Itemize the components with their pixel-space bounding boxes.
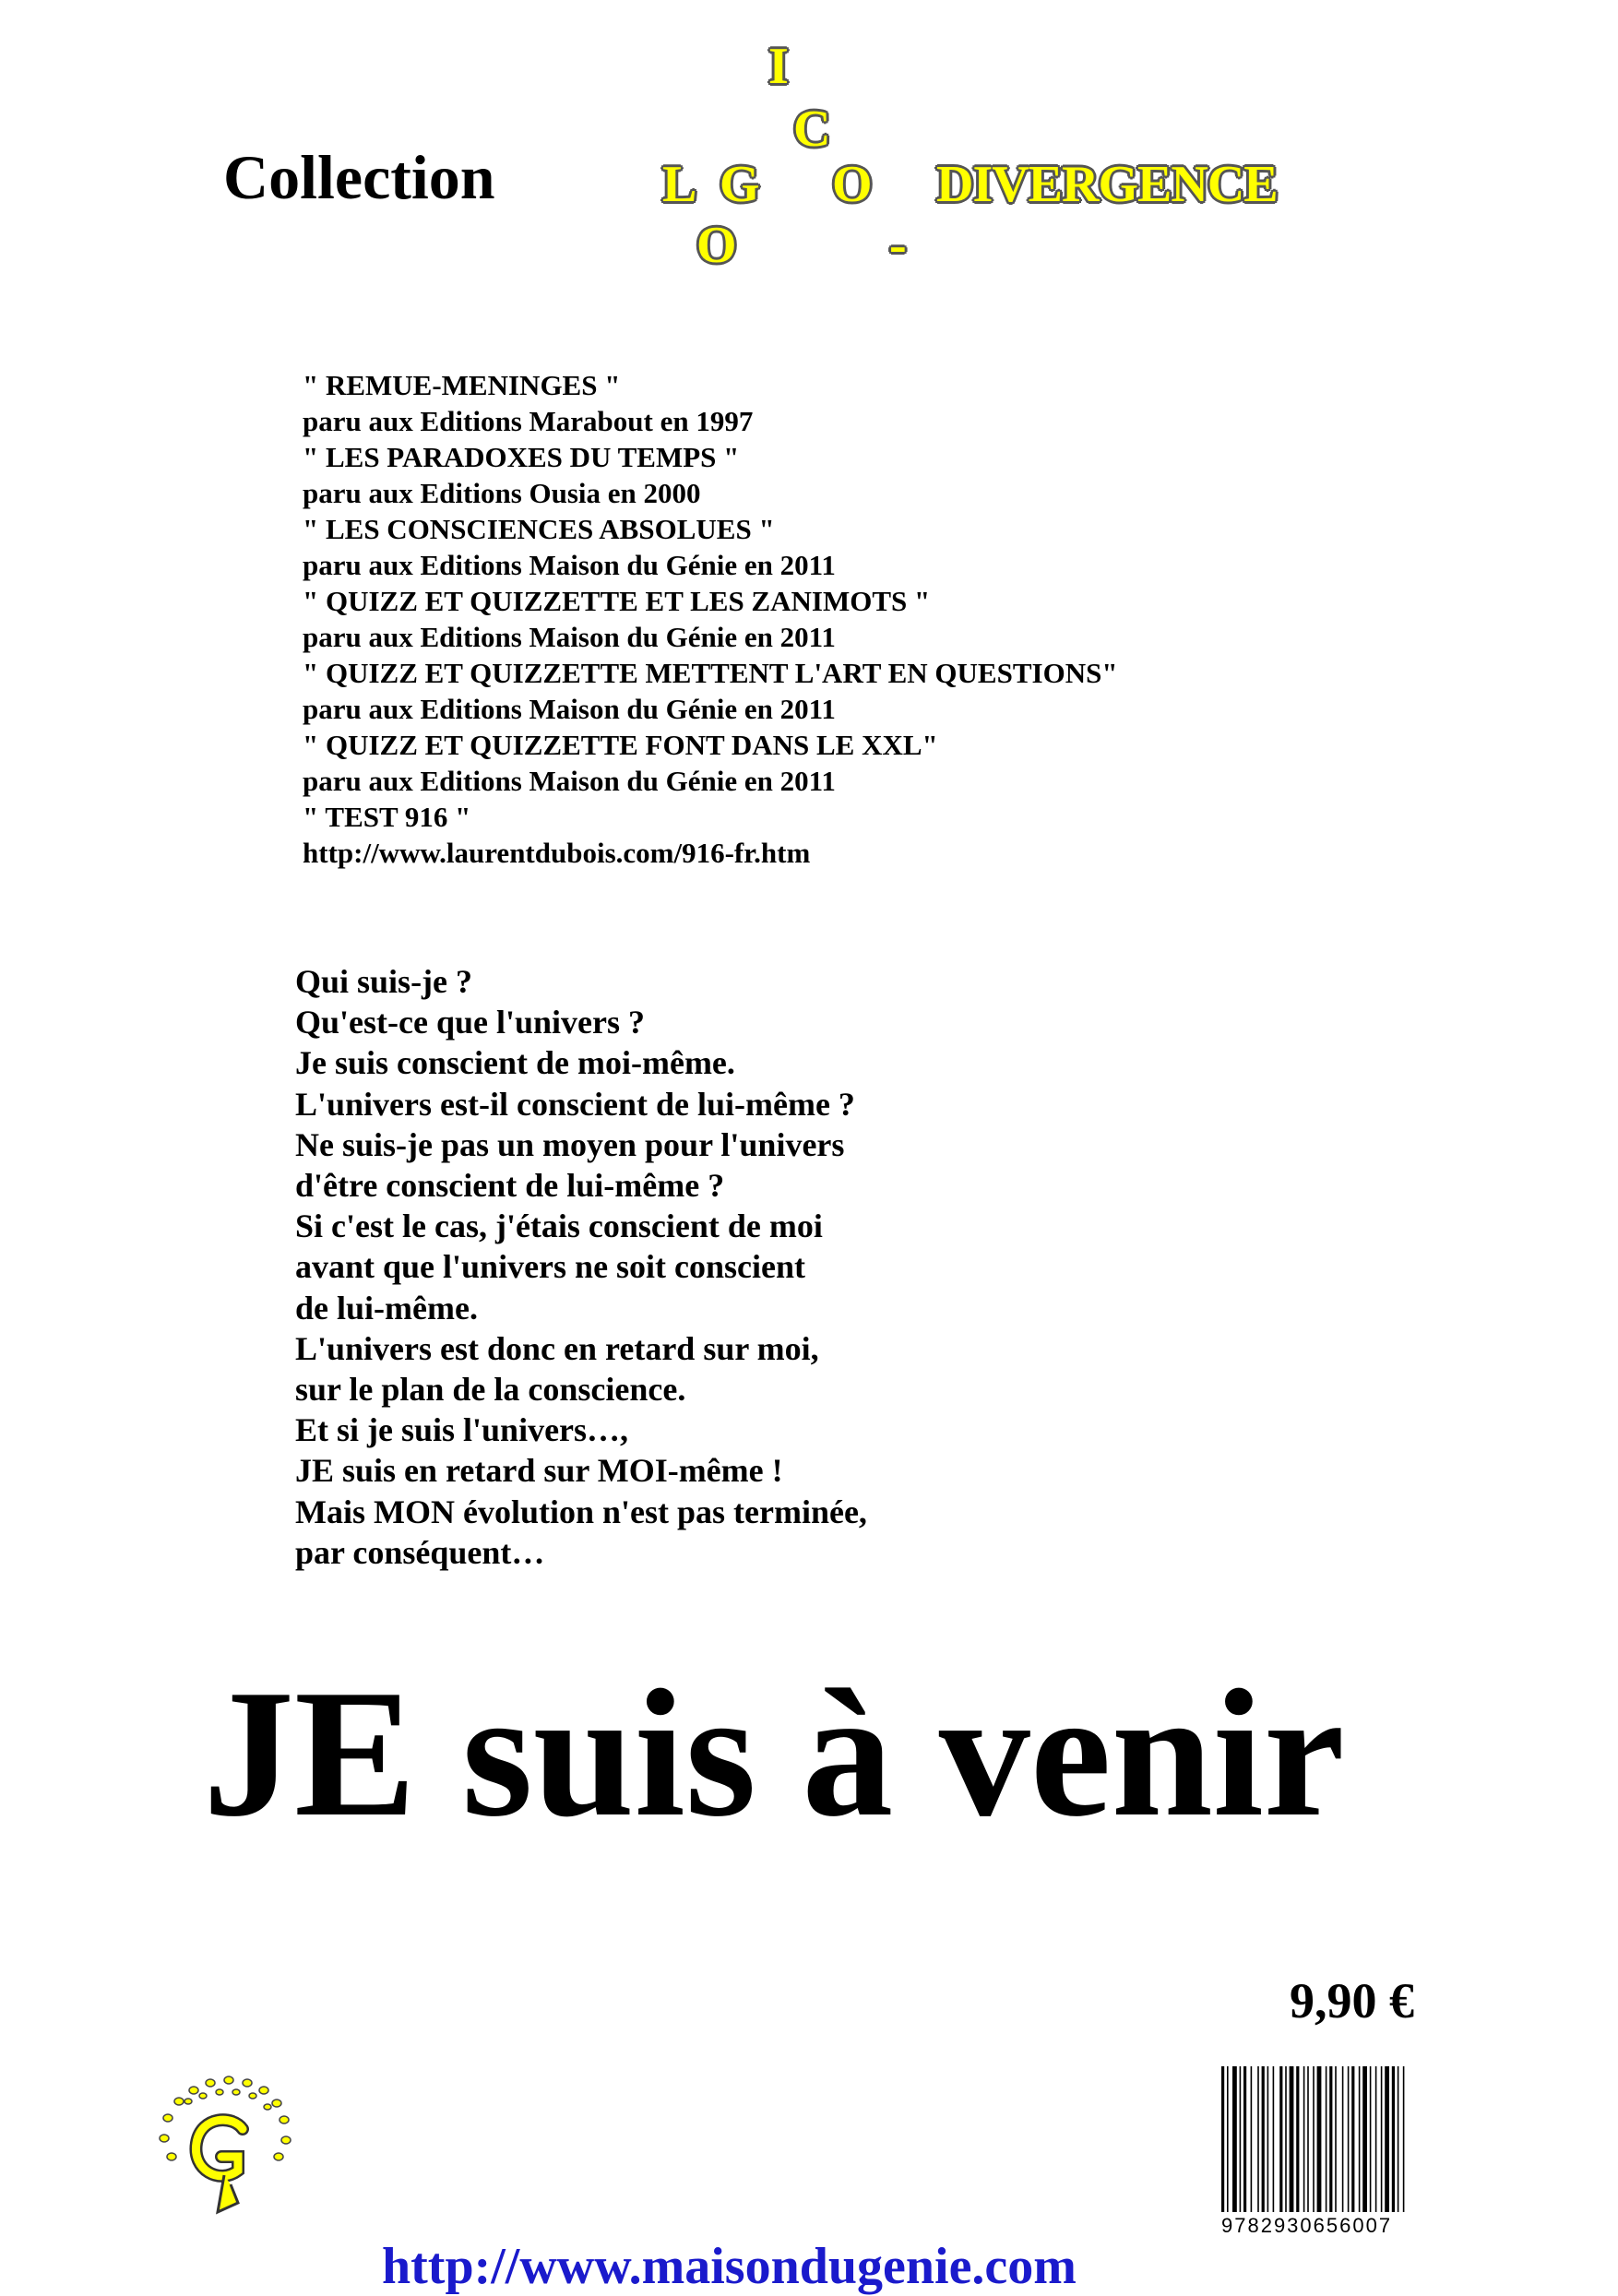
barcode-bar: [1227, 2066, 1229, 2212]
barcode-bar: [1313, 2066, 1315, 2212]
barcode-bar: [1290, 2066, 1294, 2212]
barcode-bar: [1279, 2066, 1282, 2212]
barcode-bar: [1262, 2066, 1265, 2212]
letter-o-middle: O: [832, 156, 873, 213]
poem-line: L'univers est donc en retard sur moi,: [295, 1329, 819, 1367]
barcode-bar: [1370, 2066, 1372, 2212]
poem-line: de lui-même.: [295, 1289, 478, 1326]
barcode-bar: [1398, 2066, 1399, 2212]
barcode-bar: [1385, 2066, 1389, 2212]
letter-l: L: [662, 156, 697, 213]
barcode-bar: [1335, 2066, 1337, 2212]
barcode-bar: [1285, 2066, 1287, 2212]
barcode-bar: [1403, 2066, 1405, 2212]
barcode-bar: [1243, 2066, 1246, 2212]
books-line: " QUIZZ ET QUIZZETTE METTENT L'ART EN QUESTIONS": [303, 657, 1118, 689]
books-line: paru aux Editions Maison du Génie en 2011: [303, 765, 836, 797]
barcode-bar: [1351, 2066, 1354, 2212]
letter-dash: -: [889, 217, 907, 274]
poem-line: par conséquent…: [295, 1533, 545, 1571]
barcode-bar: [1381, 2066, 1383, 2212]
books-line: paru aux Editions Maison du Génie en 2011: [303, 693, 836, 725]
poem-line: sur le plan de la conscience.: [295, 1371, 686, 1409]
poem-line: Ne suis-je pas un moyen pour l'univers: [295, 1125, 845, 1163]
barcode-bar: [1232, 2066, 1237, 2212]
books-line: " TEST 916 ": [303, 801, 471, 833]
barcode-icon: [1218, 2066, 1504, 2212]
books-line: paru aux Editions Marabout en 1997: [303, 405, 754, 437]
letter-c: C: [793, 101, 831, 158]
poem-text: [295, 961, 867, 1573]
barcode-bar: [1329, 2066, 1332, 2212]
barcode-bar: [1362, 2066, 1367, 2212]
books-line: paru aux Editions Maison du Génie en 2011: [303, 549, 836, 581]
collection-label: Collection: [223, 142, 495, 212]
books-line: " LES CONSCIENCES ABSOLUES ": [303, 513, 775, 545]
books-line: " QUIZZ ET QUIZZETTE FONT DANS LE XXL": [303, 729, 938, 761]
barcode-bar: [1303, 2066, 1305, 2212]
barcode-bar: [1267, 2066, 1269, 2212]
poem-line: Et si je suis l'univers…,: [295, 1411, 629, 1449]
poem-line: JE suis en retard sur MOI-même !: [295, 1452, 783, 1490]
books-line: " QUIZZ ET QUIZZETTE ET LES ZANIMOTS ": [303, 585, 931, 617]
poem-line: Mais MON évolution n'est pas terminée,: [295, 1493, 867, 1530]
letter-i: I: [768, 38, 789, 95]
letter-o-lower: O: [696, 217, 737, 274]
publisher-website-link[interactable]: http://www.maisondugenie.com: [382, 2238, 1077, 2295]
poem-line: d'être conscient de lui-même ?: [295, 1167, 725, 1205]
poem-line: avant que l'univers ne soit conscient: [295, 1248, 806, 1286]
poem-line: Si c'est le cas, j'étais conscient de moi: [295, 1207, 823, 1245]
barcode-bar: [1273, 2066, 1275, 2212]
barcode-bar: [1392, 2066, 1395, 2212]
barcode-bar: [1307, 2066, 1309, 2212]
barcode-bar: [1296, 2066, 1299, 2212]
publisher-logo-icon: [146, 2064, 303, 2226]
barcode-bar: [1221, 2066, 1224, 2212]
books-line: " REMUE-MENINGES ": [303, 369, 621, 401]
poem-line: Qu'est-ce que l'univers ?: [295, 1004, 645, 1041]
barcode-bar: [1342, 2066, 1344, 2212]
barcode-bar: [1317, 2066, 1322, 2212]
price-label: 9,90 €: [1290, 1973, 1414, 2028]
barcode-bar: [1348, 2066, 1350, 2212]
barcode-bar: [1240, 2066, 1242, 2212]
books-line: paru aux Editions Maison du Génie en 2011: [303, 621, 836, 653]
poem-line: L'univers est-il conscient de lui-même ?: [295, 1085, 855, 1123]
books-url: http://www.laurentdubois.com/916-fr.htm: [303, 837, 811, 869]
barcode-bar: [1326, 2066, 1327, 2212]
barcode-bar: [1257, 2066, 1259, 2212]
poem-line: Qui suis-je ?: [295, 963, 473, 1000]
poem-line: Je suis conscient de moi-même.: [295, 1044, 735, 1082]
books-list: [303, 367, 1118, 871]
barcode-bar: [1251, 2066, 1253, 2212]
isbn-number: 9782930656007: [1221, 2214, 1393, 2237]
barcode-bar: [1375, 2066, 1377, 2212]
books-line: paru aux Editions Ousia en 2000: [303, 477, 701, 509]
book-title: JE suis à venir: [203, 1652, 1345, 1854]
barcode-bar: [1359, 2066, 1361, 2212]
books-line: " LES PARADOXES DU TEMPS ": [303, 441, 740, 473]
letter-g: G: [720, 156, 760, 213]
divergence-label: DIVERGENCE: [936, 156, 1278, 213]
